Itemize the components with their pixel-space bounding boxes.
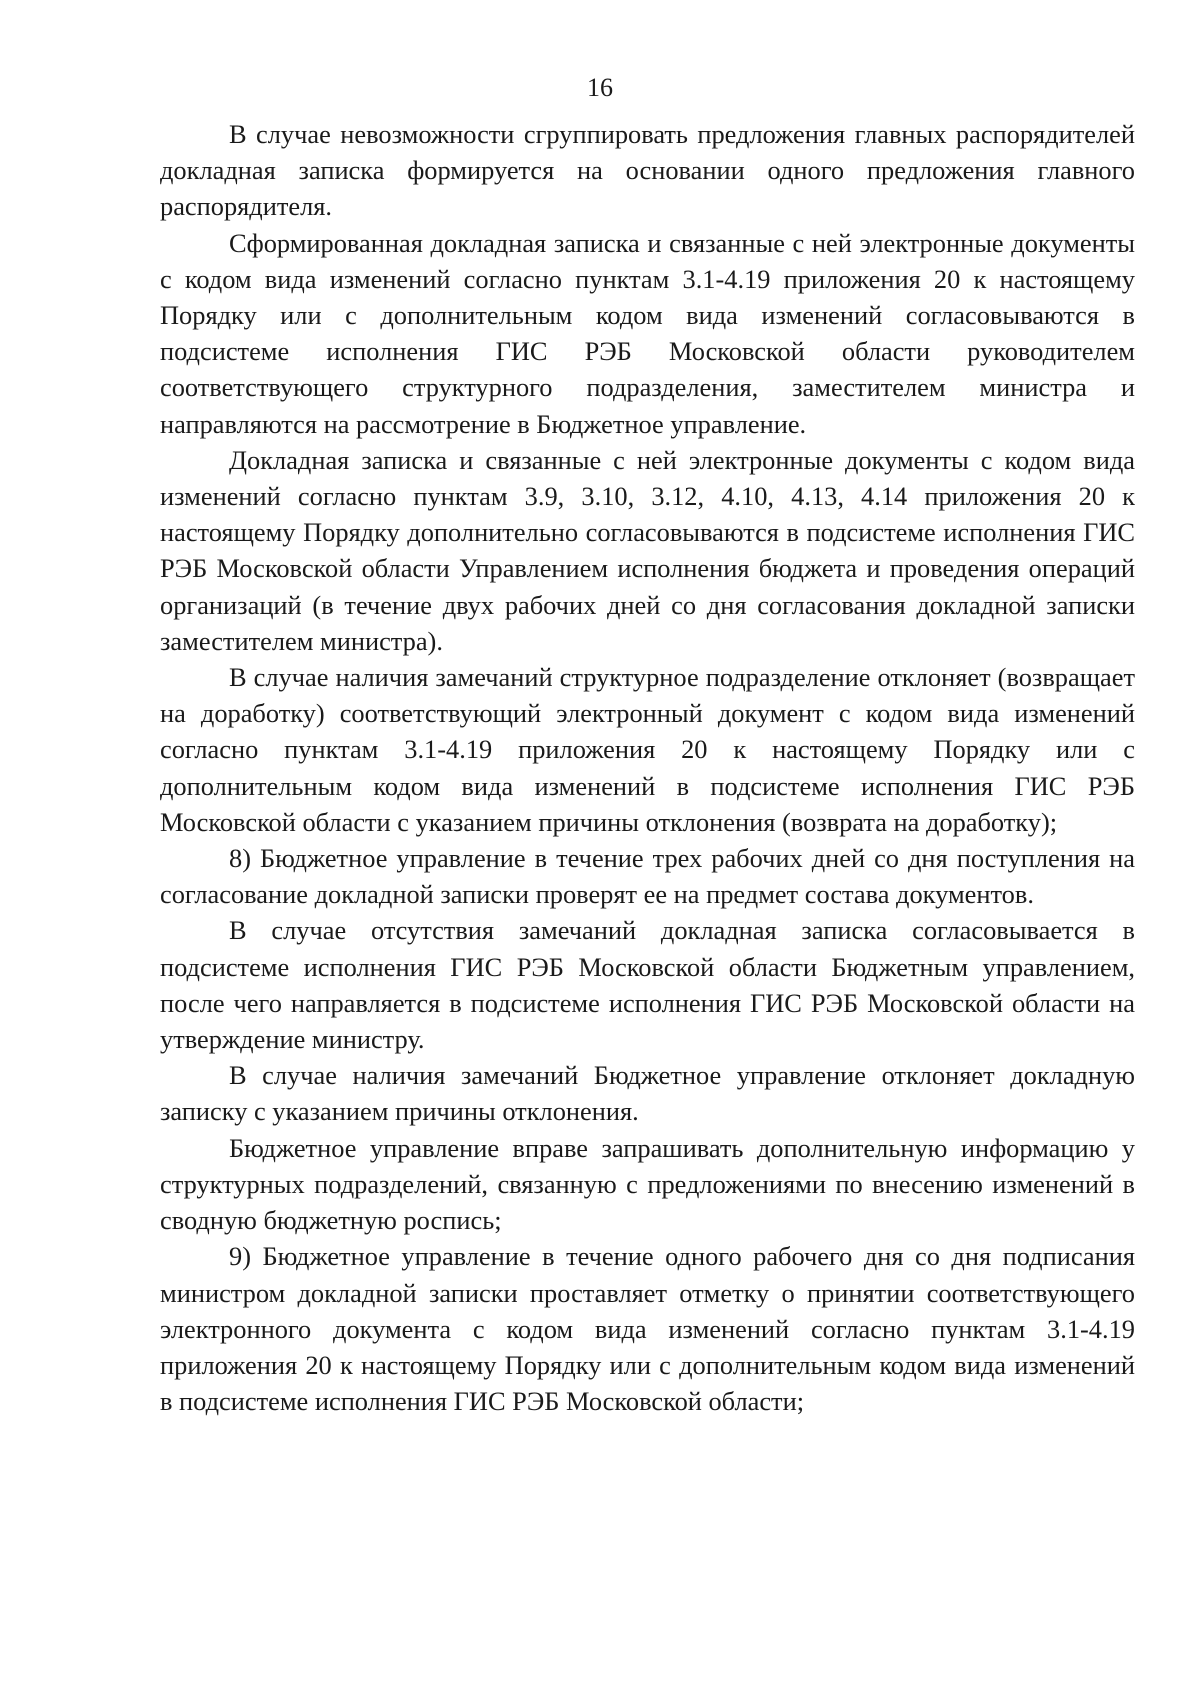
paragraph: Сформированная докладная записка и связанные с ней электронные документы с кодом вида изменений согласно пунктам 3.1-4.19 приложения 20 к настоящему Порядку или с дополнительным кодом вида изменений согласовываются в подсистеме исполнения ГИС РЭБ Московской области руководителем соответствующего структурного подразделения, заместителем министра и направляются на рассмотрение в Бюджетное управление. bbox=[160, 227, 1135, 439]
paragraph: Докладная записка и связанные с ней электронные документы с кодом вида изменений согласно пунктам 3.9, 3.10, 3.12, 4.10, 4.13, 4.14 приложения 20 к настоящему Порядку дополнительно согласовываются в подсистеме исполнения ГИС РЭБ Московской области Управлением исполнения бюджета и проведения операций организаций (в течение двух рабочих дней со дня согласования докладной записки заместителем министра). bbox=[160, 444, 1135, 656]
paragraph: В случае невозможности сгруппировать предложения главных распорядителей докладная записка формируется на основании одного предложения главного распорядителя. bbox=[160, 119, 1135, 222]
paragraph: В случае отсутствия замечаний докладная записка согласовывается в подсистеме исполнения ГИС РЭБ Московской области Бюджетным управлением, после чего направляется в подсистеме исполнения ГИС РЭБ Московской области на утверждение министру. bbox=[160, 915, 1135, 1055]
paragraph: В случае наличия замечаний Бюджетное управление отклоняет докладную записку с указанием причины отклонения. bbox=[160, 1060, 1135, 1127]
paragraph: В случае наличия замечаний структурное подразделение отклоняет (возвращает на доработку) соответствующий электронный документ с кодом вида изменений согласно пунктам 3.1-4.19 приложения 20 к настоящему Порядку или с дополнительным кодом вида изменений в подсистеме исполнения ГИС РЭБ Московской области с указанием причины отклонения (возврата на доработку); bbox=[160, 662, 1135, 837]
paragraph-item-9: 9) Бюджетное управление в течение одного рабочего дня со дня подписания министром докладной записки проставляет отметку о принятии соответствующего электронного документа с кодом вида изменений согласно пунктам 3.1-4.19 приложения 20 к настоящему Порядку или с дополнительным кодом вида изменений в подсистеме исполнения ГИС РЭБ Московской области; bbox=[160, 1241, 1135, 1417]
paragraph-item-8: 8) Бюджетное управление в течение трех рабочих дней со дня поступления на согласование докладной записки проверят ее на предмет состава документов. bbox=[160, 843, 1135, 910]
document-body bbox=[160, 116, 1135, 1419]
paragraph: Бюджетное управление вправе запрашивать дополнительную информацию у структурных подразделений, связанную с предложениями по внесению изменений в сводную бюджетную роспись; bbox=[160, 1132, 1135, 1236]
page-number: 16 bbox=[587, 73, 613, 102]
